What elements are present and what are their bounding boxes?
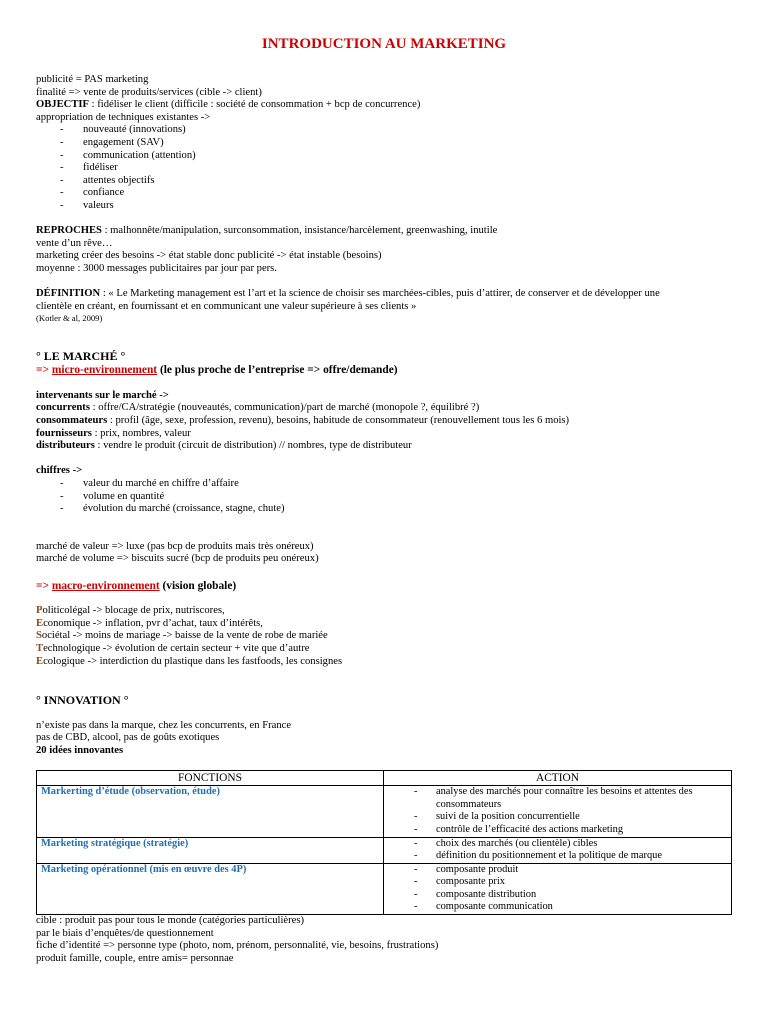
pestel-line: Politicolégal -> blocage de prix, nutriscores, bbox=[36, 605, 225, 617]
footer-line: fiche d’identité => personne type (photo, nom, prénom, personnalité, vie, besoins, frustrations) bbox=[36, 940, 439, 952]
definition-source: (Kotler & al, 2009) bbox=[36, 313, 103, 324]
intro-line: publicité = PAS marketing bbox=[36, 74, 149, 85]
action-cell bbox=[384, 837, 732, 863]
table-row bbox=[37, 786, 732, 837]
marche-volume-line: marché de volume => biscuits sucré (bcp de produits peu onéreux) bbox=[36, 553, 319, 565]
chiffres-label: chiffres -> bbox=[36, 465, 83, 477]
reproches-text: : malhonnête/manipulation, surconsommation, insistance/harcèlement, greenwashing, inutile bbox=[101, 225, 498, 237]
objectif-text: : fidéliser le client (difficile : société de consommation + bcp de concurrence) bbox=[88, 99, 421, 111]
innovation-line: pas de CBD, alcool, pas de goûts exotiques bbox=[36, 732, 220, 744]
innovation-line: n’existe pas dans la marque, chez les concurrents, en France bbox=[36, 719, 292, 731]
micro-environnement-rest: (le plus proche de l’entreprise => offre/demande) bbox=[157, 364, 398, 377]
pestel-line: Technologique -> évolution de certain secteur + vite que d’autre bbox=[36, 642, 310, 654]
list-item: - nouveauté (innovations) bbox=[36, 124, 732, 137]
fonction-cell: Marketing opérationnel (mis en œuvre des 4P) bbox=[37, 863, 384, 914]
concurrents-line: concurrents : offre/CA/stratégie (nouveautés, communication)/part de marché (monopole ?, équilibré ?) bbox=[36, 402, 480, 414]
list-item: - définition du positionnement et la politique de marque bbox=[388, 850, 727, 863]
reproches-label: REPROCHES bbox=[36, 225, 102, 237]
table-header-action: ACTION bbox=[384, 770, 732, 786]
consommateurs-line: consommateurs : profil (âge, sexe, profession, revenu), besoins, habitude de consommateur (renouvellement tous les 6 mois) bbox=[36, 415, 570, 427]
table-row bbox=[37, 837, 732, 863]
objectif-label: OBJECTIF bbox=[36, 99, 89, 111]
section-heading-marche: ° LE MARCHÉ ° bbox=[36, 349, 126, 364]
intro-line: appropriation de techniques existantes -> bbox=[36, 111, 211, 123]
definition-line bbox=[36, 288, 732, 301]
micro-environnement-heading bbox=[36, 363, 732, 377]
list-item: - valeur du marché en chiffre d’affaire bbox=[36, 478, 732, 491]
list-item: - attentes objectifs bbox=[36, 175, 732, 188]
macro-environnement-heading bbox=[36, 579, 732, 593]
list-item: - communication (attention) bbox=[36, 150, 732, 163]
innovation-line: 20 idées innovantes bbox=[36, 744, 124, 756]
list-item: - engagement (SAV) bbox=[36, 137, 732, 150]
intro-line: finalité => vente de produits/services (cible -> client) bbox=[36, 86, 262, 98]
objectif-line bbox=[36, 99, 732, 112]
list-item: - contrôle de l’efficacité des actions marketing bbox=[388, 824, 727, 837]
reproches-line: moyenne : 3000 messages publicitaires par jour par pers. bbox=[36, 262, 277, 274]
footer-line: cible : produit pas pour tous le monde (catégories particulières) bbox=[36, 915, 304, 927]
action-cell bbox=[384, 863, 732, 914]
action-cell bbox=[384, 786, 732, 837]
macro-environnement-rest: (vision globale) bbox=[159, 579, 237, 592]
list-item: - valeurs bbox=[36, 200, 732, 213]
list-item: - analyse des marchés pour connaître les besoins et attentes des consommateurs bbox=[388, 786, 727, 811]
page-title: INTRODUCTION AU MARKETING bbox=[261, 36, 507, 52]
micro-environnement-label: micro-environnement bbox=[51, 364, 158, 377]
section-heading-innovation: ° INNOVATION ° bbox=[36, 693, 129, 708]
list-item: - composante prix bbox=[388, 876, 727, 889]
definition-line: clientèle en créant, en fournissant et en communicant une valeur supérieure à ses clients » bbox=[36, 300, 417, 312]
list-item: - composante produit bbox=[388, 864, 727, 877]
list-item: - composante distribution bbox=[388, 889, 727, 902]
list-item: - évolution du marché (croissance, stagne, chute) bbox=[36, 503, 732, 516]
fonctions-table bbox=[36, 770, 732, 916]
reproches-line: marketing créer des besoins -> état stable donc publicité -> état instable (besoins) bbox=[36, 250, 382, 262]
techniques-list bbox=[36, 124, 732, 212]
table-header-fonctions: FONCTIONS bbox=[37, 770, 384, 786]
list-item: - choix des marchés (ou clientèle) cibles bbox=[388, 838, 727, 851]
fonction-cell: Markerting d’étude (observation, étude) bbox=[37, 786, 384, 837]
distributeurs-line: distributeurs : vendre le produit (circuit de distribution) // nombres, type de distributeur bbox=[36, 440, 412, 452]
marche-valeur-line: marché de valeur => luxe (pas bcp de produits mais très onéreux) bbox=[36, 540, 314, 552]
list-item: - composante communication bbox=[388, 901, 727, 914]
list-item: - confiance bbox=[36, 187, 732, 200]
reproches-line: vente d’un rêve… bbox=[36, 237, 113, 249]
arrow: => bbox=[36, 579, 52, 592]
reproches-line bbox=[36, 225, 732, 238]
macro-environnement-label: macro-environnement bbox=[51, 579, 160, 592]
intervenants-label: intervenants sur le marché -> bbox=[36, 389, 169, 401]
definition-text: : « Le Marketing management est l’art et la science de choisir ses marchées-cibles, puis d’attirer, de conserver et de développer une bbox=[100, 288, 660, 300]
chiffres-list bbox=[36, 478, 732, 516]
footer-line: produit famille, couple, entre amis= personnae bbox=[36, 952, 234, 964]
pestel-line: Sociétal -> moins de mariage -> baisse de la vente de robe de mariée bbox=[36, 630, 328, 642]
definition-label: DÉFINITION bbox=[36, 288, 101, 300]
arrow: => bbox=[36, 364, 52, 377]
list-item: - suivi de la position concurrentielle bbox=[388, 811, 727, 824]
pestel-line: Economique -> inflation, pvr d’achat, taux d’intérêts, bbox=[36, 617, 263, 629]
fonction-cell: Marketing stratégique (stratégie) bbox=[37, 837, 384, 863]
pestel-line: Ecologique -> interdiction du plastique dans les fastfoods, les consignes bbox=[36, 655, 343, 667]
list-item: - volume en quantité bbox=[36, 491, 732, 504]
list-item: - fidéliser bbox=[36, 162, 732, 175]
fournisseurs-line: fournisseurs : prix, nombres, valeur bbox=[36, 427, 191, 439]
footer-line: par le biais d’enquêtes/de questionnement bbox=[36, 927, 214, 939]
table-row bbox=[37, 863, 732, 914]
